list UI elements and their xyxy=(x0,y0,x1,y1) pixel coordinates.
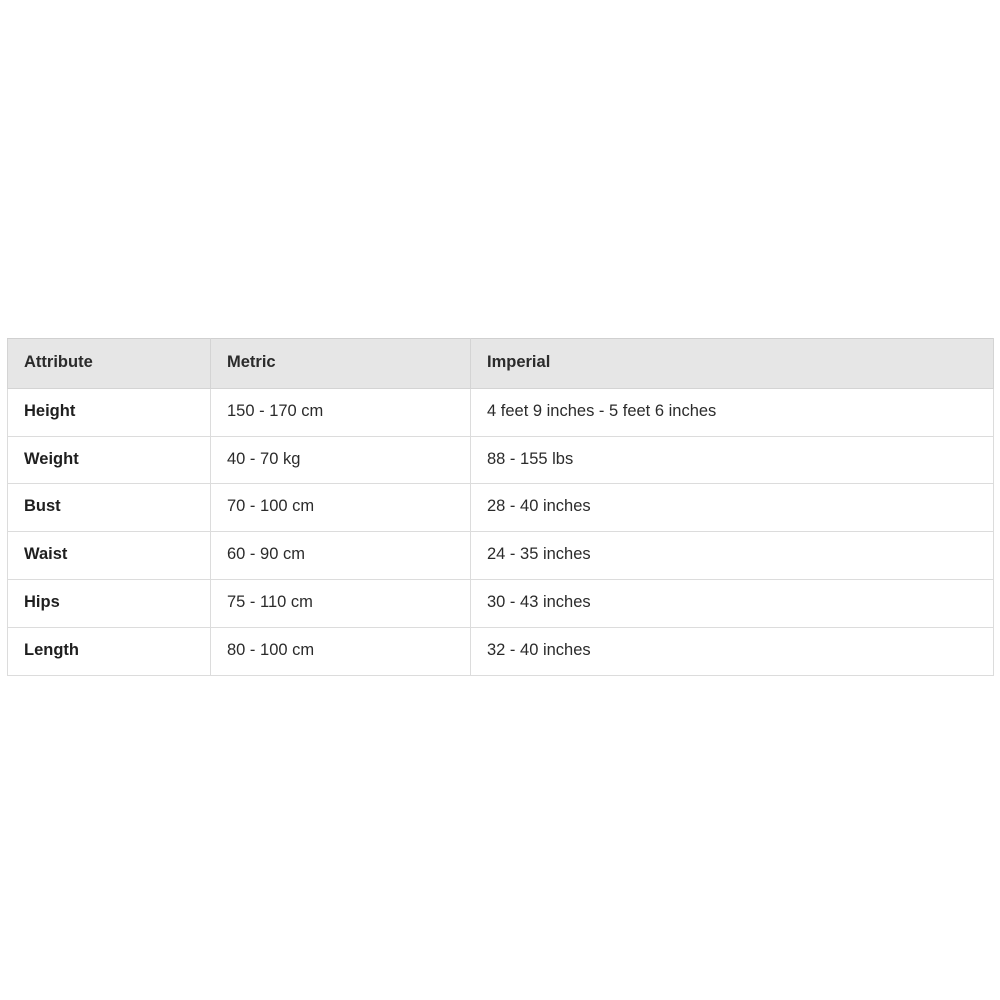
table-row xyxy=(8,627,994,675)
table-row xyxy=(8,532,994,580)
table-header xyxy=(8,339,994,389)
cell-imperial-hips: 30 - 43 inches xyxy=(471,579,994,627)
table-row xyxy=(8,436,994,484)
row-label-bust: Bust xyxy=(8,484,211,532)
cell-metric-weight: 40 - 70 kg xyxy=(211,436,471,484)
cell-imperial-height: 4 feet 9 inches - 5 feet 6 inches xyxy=(471,388,994,436)
row-label-height: Height xyxy=(8,388,211,436)
table-body xyxy=(8,388,994,675)
cell-imperial-length: 32 - 40 inches xyxy=(471,627,994,675)
column-header-attribute: Attribute xyxy=(8,339,211,389)
table-row xyxy=(8,484,994,532)
table-header-row xyxy=(8,339,994,389)
cell-metric-waist: 60 - 90 cm xyxy=(211,532,471,580)
row-label-waist: Waist xyxy=(8,532,211,580)
cell-imperial-waist: 24 - 35 inches xyxy=(471,532,994,580)
cell-metric-hips: 75 - 110 cm xyxy=(211,579,471,627)
row-label-weight: Weight xyxy=(8,436,211,484)
size-chart-container xyxy=(7,338,993,676)
column-header-imperial: Imperial xyxy=(471,339,994,389)
cell-imperial-bust: 28 - 40 inches xyxy=(471,484,994,532)
cell-metric-bust: 70 - 100 cm xyxy=(211,484,471,532)
cell-imperial-weight: 88 - 155 lbs xyxy=(471,436,994,484)
cell-metric-length: 80 - 100 cm xyxy=(211,627,471,675)
row-label-length: Length xyxy=(8,627,211,675)
table-row xyxy=(8,579,994,627)
size-chart-table xyxy=(7,338,994,676)
column-header-metric: Metric xyxy=(211,339,471,389)
row-label-hips: Hips xyxy=(8,579,211,627)
cell-metric-height: 150 - 170 cm xyxy=(211,388,471,436)
table-row xyxy=(8,388,994,436)
